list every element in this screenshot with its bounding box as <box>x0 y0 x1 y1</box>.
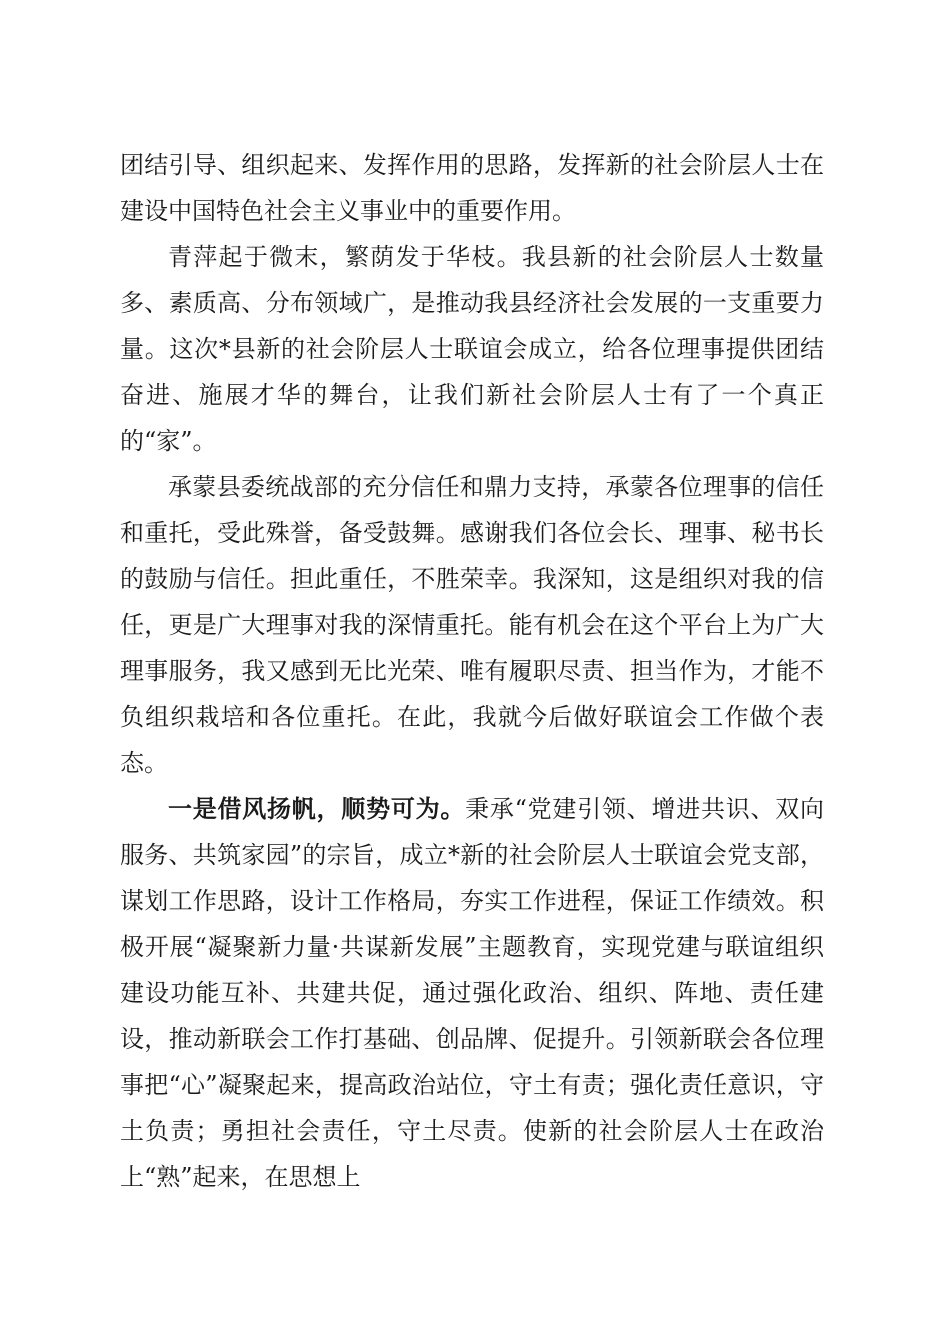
paragraph-thanks <box>120 464 824 786</box>
paragraph-text: 秉承“党建引领、增进共识、双向服务、共筑家园”的宗旨，成立*新的社会阶层人士联谊会党支部，谋划工作思路，设计工作格局，夯实工作进程，保证工作绩效。积极开展“凝聚新力量·共谋新发展”主题教育，实现党建与联谊组织建设功能互补、共建共促，通过强化政治、组织、阵地、责任建设，推动新联会工作打基础、创品牌、促提升。引领新联会各位理事把“心”凝聚起来，提高政治站位，守土有责；强化责任意识，守土负责；勇担社会责任，守土尽责。使新的社会阶层人士在政治上“熟”起来，在思想上 <box>120 795 824 1191</box>
paragraph-text: 团结引导、组织起来、发挥作用的思路，发挥新的社会阶层人士在建设中国特色社会主义事业中的重要作用。 <box>120 151 824 225</box>
paragraph-lead-heading: 一是借风扬帆，顺势可为。 <box>168 794 466 823</box>
document-body <box>120 142 824 1200</box>
paragraph-continued <box>120 142 824 234</box>
paragraph-point-one <box>120 786 824 1200</box>
paragraph-text: 青萍起于微末，繁荫发于华枝。我县新的社会阶层人士数量多、素质高、分布领域广，是推动我县经济社会发展的一支重要力量。这次*县新的社会阶层人士联谊会成立，给各位理事提供团结奋进、施展才华的舞台，让我们新社会阶层人士有了一个真正的“家”。 <box>120 243 824 455</box>
paragraph-text: 承蒙县委统战部的充分信任和鼎力支持，承蒙各位理事的信任和重托，受此殊誉，备受鼓舞。感谢我们各位会长、理事、秘书长的鼓励与信任。担此重任，不胜荣幸。我深知，这是组织对我的信任，更是广大理事对我的深情重托。能有机会在这个平台上为广大理事服务，我又感到无比光荣、唯有履职尽责、担当作为，才能不负组织栽培和各位重托。在此，我就今后做好联谊会工作做个表态。 <box>120 473 824 777</box>
paragraph-qingping <box>120 234 824 464</box>
